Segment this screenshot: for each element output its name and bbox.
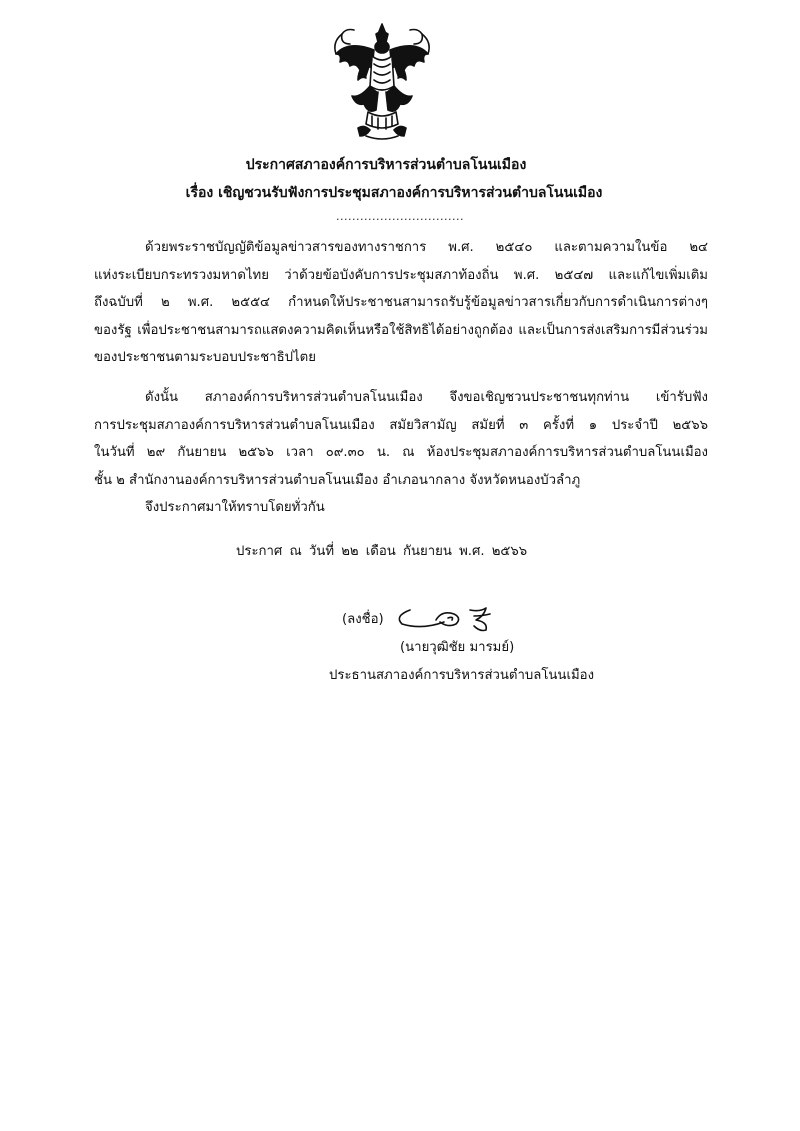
paragraph-line: ด้วยพระราชบัญญัติข้อมูลข่าวสารของทางราชการ พ.ศ. ๒๕๔๐ และตามความในข้อ ๒๔ xyxy=(145,240,708,255)
paragraph-line: ถึงฉบับที่ ๒ พ.ศ. ๒๕๕๔ กำหนดให้ประชาชนสามารถรับรู้ข้อมูลข่าวสารเกี่ยวกับการดำเนินการต่างๆ xyxy=(94,295,708,310)
announcement-title: ประกาศสภาองค์การบริหารส่วนตำบลโนนเมือง xyxy=(245,157,527,173)
paragraph-legal-basis xyxy=(94,234,708,372)
paragraph-line: แห่งระเบียบกระทรวงมหาดไทย ว่าด้วยข้อบังคับการประชุมสภาท้องถิ่น พ.ศ. ๒๕๔๗ และแก้ไขเพิ่มเติม xyxy=(94,267,708,283)
signer-name: (นายวุฒิชัย มารมย์) xyxy=(400,640,515,655)
signer-position: ประธานสภาองค์การบริหารส่วนตำบลโนนเมือง xyxy=(329,668,595,683)
paragraph-invitation xyxy=(94,384,708,494)
paragraph-closing xyxy=(94,494,708,522)
signature-label: (ลงชื่อ) xyxy=(342,612,384,627)
signature-block xyxy=(300,600,620,700)
paragraph-line: ชั้น ๒ สำนักงานองค์การบริหารส่วนตำบลโนนเมือง อำเภอนากลาง จังหวัดหนองบัวลำภู xyxy=(94,472,581,488)
paragraph-line: การประชุมสภาองค์การบริหารส่วนตำบลโนนเมือง สมัยวิสามัญ สมัยที่ ๓ ครั้งที่ ๑ ประจำปี ๒๕๖๖ xyxy=(94,417,708,433)
announcement-subject: เรื่อง เชิญชวนรับฟังการประชุมสภาองค์การบริหารส่วนตำบลโนนเมือง xyxy=(185,185,603,201)
paragraph-line: ในวันที่ ๒๙ กันยายน ๒๕๖๖ เวลา ๐๙.๓๐ น. ณ ห้องประชุมสภาองค์การบริหารส่วนตำบลโนนเมือง xyxy=(94,445,708,460)
paragraph-line: ดังนั้น สภาองค์การบริหารส่วนตำบลโนนเมือง จึงขอเชิญชวนประชาชนทุกท่าน เข้ารับฟัง xyxy=(145,390,708,405)
announcement-date: ประกาศ ณ วันที่ ๒๒ เดือน กันยายน พ.ศ. ๒๕๖๖ xyxy=(236,544,528,559)
handwritten-signature xyxy=(392,600,532,636)
title-separator: ................................ xyxy=(336,210,464,223)
paragraph-line: ของรัฐ เพื่อประชาชนสามารถแสดงความคิดเห็นหรือใช้สิทธิได้อย่างถูกต้อง และเป็นการส่งเสริมการมีส่วนร่วม xyxy=(94,322,708,338)
paragraph-line: ของประชาชนตามระบอบประชาธิปไตย xyxy=(94,350,316,365)
garuda-emblem xyxy=(328,20,436,142)
closing-line: จึงประกาศมาให้ทราบโดยทั่วกัน xyxy=(145,500,325,515)
